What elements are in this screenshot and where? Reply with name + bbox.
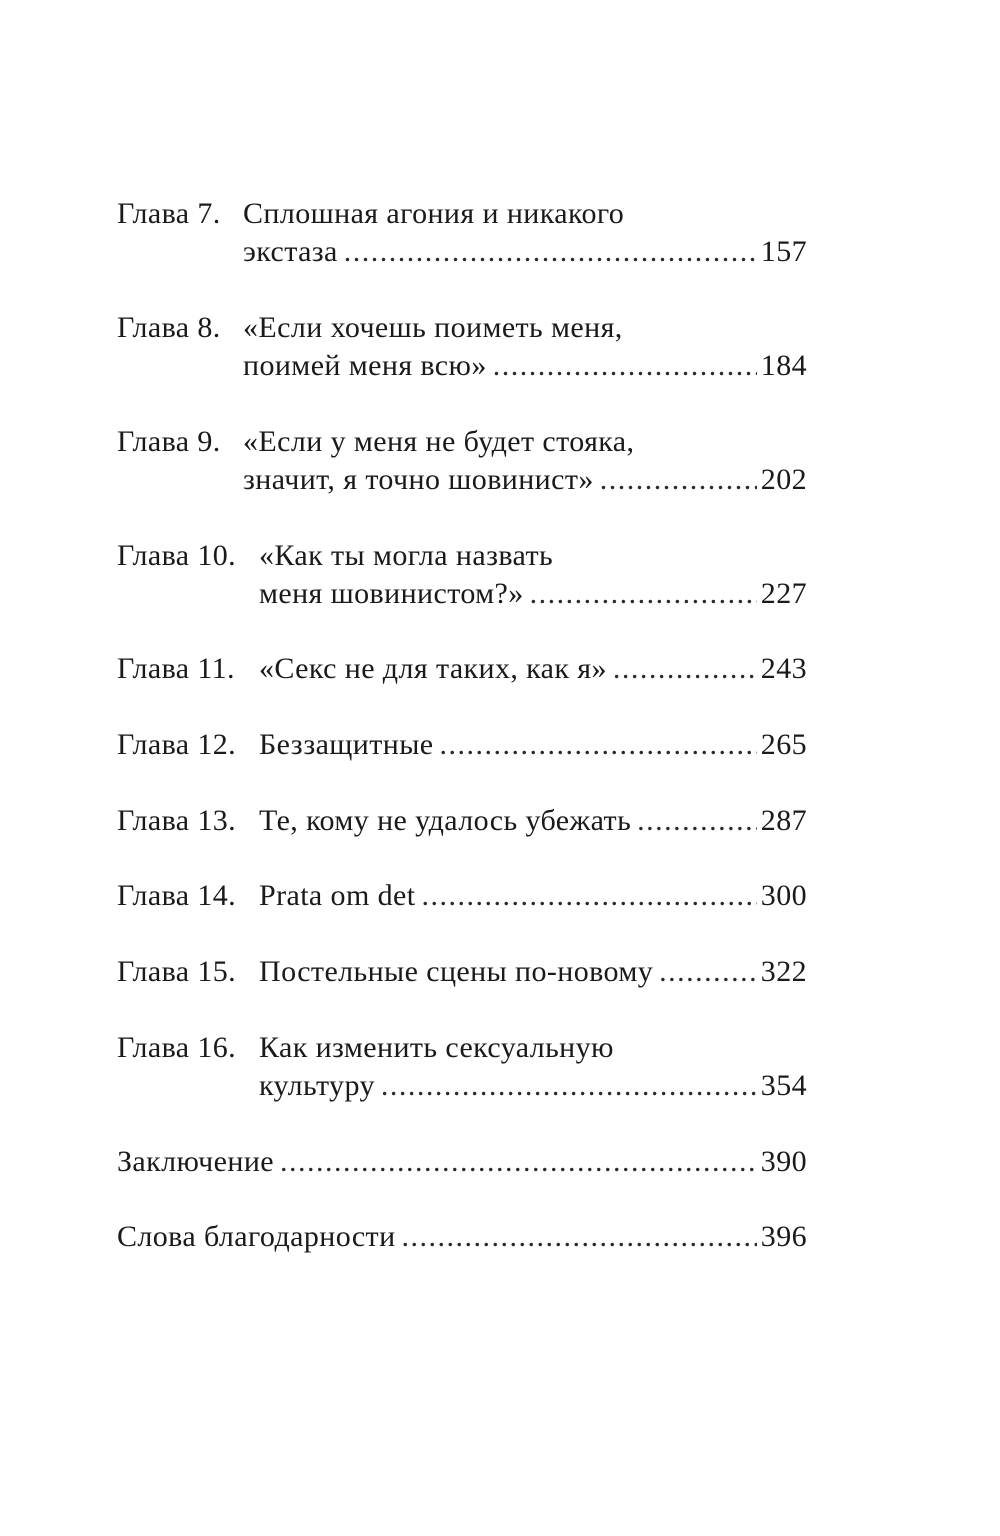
- chapter-title-line2: экстаза: [243, 235, 338, 268]
- chapter-label: Глава 10.: [117, 539, 237, 572]
- leader-dots: [530, 575, 757, 613]
- leader-dots: [421, 877, 756, 915]
- leader-dots: [280, 1143, 757, 1181]
- chapter-label: Глава 11.: [117, 652, 235, 685]
- chapter-title-line2: значит, я точно шовинист»: [243, 463, 594, 496]
- page-number: 184: [760, 349, 807, 382]
- leader-dots: [659, 953, 757, 991]
- chapter-title-line2: культуру: [259, 1069, 375, 1102]
- leader-dots: [381, 1067, 757, 1105]
- chapter-label: Глава 9.: [117, 425, 221, 458]
- chapter-label: Глава 8.: [117, 311, 221, 344]
- chapter-title: Беззащитные: [259, 728, 434, 761]
- chapter-title-line1: Как изменить сексуальную: [259, 1031, 614, 1064]
- leader-dots: [600, 461, 757, 499]
- chapter-label: Глава 15.: [117, 955, 237, 988]
- section-title: Слова благодарности: [117, 1220, 396, 1253]
- page-number: 300: [760, 879, 807, 912]
- page-number: 390: [760, 1145, 807, 1178]
- chapter-label: Глава 16.: [117, 1031, 237, 1064]
- chapter-title-line2: меня шовинистом?»: [259, 577, 524, 610]
- page-number: 396: [760, 1220, 807, 1253]
- chapter-title: Постельные сцены по-новому: [259, 955, 654, 988]
- leader-dots: [637, 802, 757, 840]
- chapter-title: Prata om det: [259, 879, 416, 912]
- chapter-label: Глава 14.: [117, 879, 237, 912]
- chapter-label: Глава 12.: [117, 728, 237, 761]
- chapter-title: Те, кому не удалось убежать: [259, 804, 632, 837]
- page-number: 227: [760, 577, 807, 610]
- page-number: 287: [760, 804, 807, 837]
- page-number: 354: [760, 1069, 807, 1102]
- page-number: 243: [760, 652, 807, 685]
- page-number: 322: [760, 955, 807, 988]
- chapter-label: Глава 7.: [117, 197, 221, 230]
- chapter-title-line1: «Если хочешь поиметь меня,: [243, 311, 623, 344]
- chapter-title-line1: «Как ты могла назвать: [259, 539, 554, 572]
- chapter-title: «Секс не для таких, как я»: [259, 652, 607, 685]
- leader-dots: [493, 347, 757, 385]
- section-title: Заключение: [117, 1145, 274, 1178]
- leader-dots: [344, 233, 757, 271]
- chapter-title-line1: Сплошная агония и никакого: [243, 197, 625, 230]
- leader-dots: [439, 726, 756, 764]
- leader-dots: [613, 650, 757, 688]
- page-number: 265: [760, 728, 807, 761]
- page-number: 157: [760, 235, 807, 268]
- chapter-title-line2: поимей меня всю»: [243, 349, 487, 382]
- page-number: 202: [760, 463, 807, 496]
- leader-dots: [402, 1218, 757, 1256]
- chapter-title-line1: «Если у меня не будет стояка,: [243, 425, 635, 458]
- chapter-label: Глава 13.: [117, 804, 237, 837]
